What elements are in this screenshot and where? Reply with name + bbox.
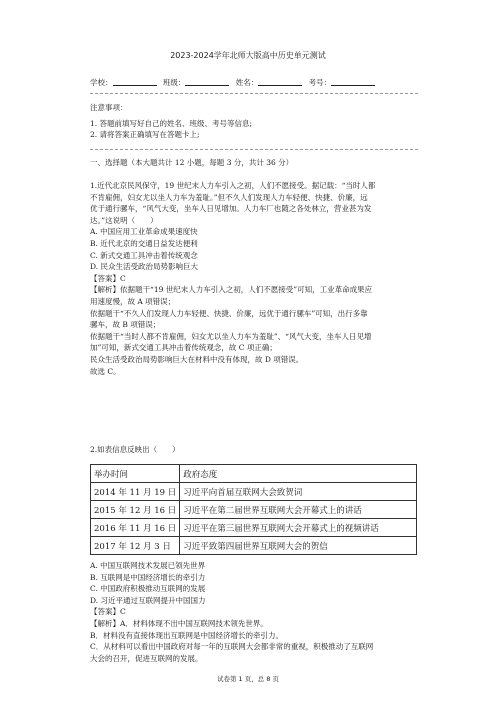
table-row <box>91 537 417 555</box>
name-blank <box>258 77 302 86</box>
q1-analysis-line: 依据题干“不久人们发现人力车轻便、快捷、价廉，远优于通行骡车”可知，出行多靠 <box>90 308 368 318</box>
table-cell-attitude: 习近平致第四届世界互联网大会的贺信 <box>180 537 417 555</box>
question-1 <box>90 180 420 377</box>
q2-table <box>90 464 417 555</box>
exam-no-label: 考号： <box>308 78 332 87</box>
q1-analysis-line: 加”可知，新式交通工具冲击着传统观念，故 C 项正确； <box>90 343 277 353</box>
class-label: 班级： <box>162 78 186 87</box>
q2-option-b: B. 互联网是中国经济增长的牵引力 <box>90 572 206 582</box>
q2-stem: 2.如表信息反映出（ ） <box>90 445 180 454</box>
school-label: 学校： <box>90 78 113 87</box>
q1-stem-line: 不肯雇佣，妇女尤以坐人力车为羞耻。”但不久人们发现人力车轻便、快捷、价廉，远 <box>90 192 368 202</box>
q2-option-c: C. 中国政府积极推动互联网的发展 <box>90 584 206 594</box>
table-cell-attitude: 习近平在第二届世界互联网大会开幕式上的讲话 <box>180 501 417 519</box>
divider <box>90 149 418 150</box>
table-header-cell: 举办时间 <box>91 465 180 483</box>
q2-analysis-line: B．材料没有直接体现出互联网是中国经济增长的牵引力。 <box>90 630 284 640</box>
q1-analysis-line: 故选 C。 <box>90 366 121 376</box>
q2-analysis-line: 【解析】A．材料体现不出中国互联网技术领先世界。 <box>90 618 268 628</box>
notes <box>90 102 420 141</box>
table-cell-date: 2015 年 12 月 16 日 <box>91 501 180 519</box>
table-row <box>91 519 417 537</box>
page-footer: 试卷第 1 页，总 8 页 <box>216 675 280 683</box>
q1-option-a: A. 中国应用工业革命成果速度快 <box>90 227 198 237</box>
q1-stem-line: 1.近代北京民风保守，19 世纪末人力车引入之初，人们不愿接受。据记载：“当时人都 <box>90 181 376 190</box>
notes-heading: 注意事项： <box>90 103 128 112</box>
table-row <box>91 483 417 501</box>
q1-analysis-line: 【解析】依据题干“19 世纪末人力车引入之初，人们不愿接受”可知，工业革命成果应 <box>90 285 373 295</box>
table-header-cell: 政府态度 <box>180 465 417 483</box>
q2-analysis-line: C．从材料可以看出中国政府对每一年的互联网大会都非常的重视，积极推动了互联网 <box>90 642 374 652</box>
table-cell-attitude: 习近平在第三届世界互联网大会开幕式上的视频讲话 <box>180 519 417 537</box>
table-header-row <box>91 465 417 483</box>
student-info-row <box>90 77 379 88</box>
q2-option-a: A. 中国互联网技术发展已领先世界 <box>90 561 206 570</box>
q1-analysis-line: 骡车，故 B 项错误； <box>90 320 161 330</box>
section-heading: 一、选择题（本大题共计 12 小题，每题 3 分，共计 36 分） <box>90 158 294 167</box>
q2-option-d: D. 习近平通过互联网提升中国国力 <box>90 595 206 605</box>
name-label: 姓名： <box>235 78 259 87</box>
table-cell-date: 2016 年 11 月 16 日 <box>91 519 180 537</box>
table-row <box>91 501 417 519</box>
exam-no-blank <box>331 77 375 86</box>
q1-option-b: B. 近代北京的交通日益发达便利 <box>90 238 198 248</box>
note-item: 2. 请将答案正确填写在答题卡上; <box>90 130 200 140</box>
table-cell-date: 2017 年 12 月 3 日 <box>91 537 180 555</box>
note-item: 1. 答题前填写好自己的姓名、班级、考号等信息; <box>90 118 253 128</box>
q1-analysis-line: 用速度慢，故 A 项错误； <box>90 296 176 306</box>
class-blank <box>185 77 229 86</box>
q2-analysis-line: 大会的召开，促进互联网的发展。 <box>90 653 203 663</box>
q1-stem-line: 优于通行骡车，“风气大变，坐车人日见增加。人力车厂也随之各处林立，营业甚为发 <box>90 204 372 214</box>
exam-title: 2023-2024学年北师大版高中历史单元测试 <box>170 51 326 60</box>
q1-answer: 【答案】C <box>90 273 126 283</box>
q1-option-c: C. 新式交通工具冲击着传统观念 <box>90 250 198 260</box>
question-2-body <box>90 560 420 664</box>
table-cell-attitude: 习近平向首届互联网大会致贺词 <box>180 483 417 501</box>
q1-option-d: D. 民众生活受政治局势影响巨大 <box>90 262 199 272</box>
school-blank <box>113 77 157 86</box>
q2-answer: 【答案】C <box>90 607 126 617</box>
q1-analysis-line: 民众生活受政治局势影响巨大在材料中没有体现，故 D 项错误。 <box>90 354 304 364</box>
q1-stem-line: 达。”这说明（ ） <box>90 215 158 225</box>
table-cell-date: 2014 年 11 月 19 日 <box>91 483 180 501</box>
q1-analysis-line: 依据题干“当时人都不肯雇佣，妇女尤以坐人力车为羞耻”、“风气大变，坐车人日见增 <box>90 331 372 341</box>
question-2-stem <box>90 444 420 456</box>
divider <box>90 93 418 94</box>
